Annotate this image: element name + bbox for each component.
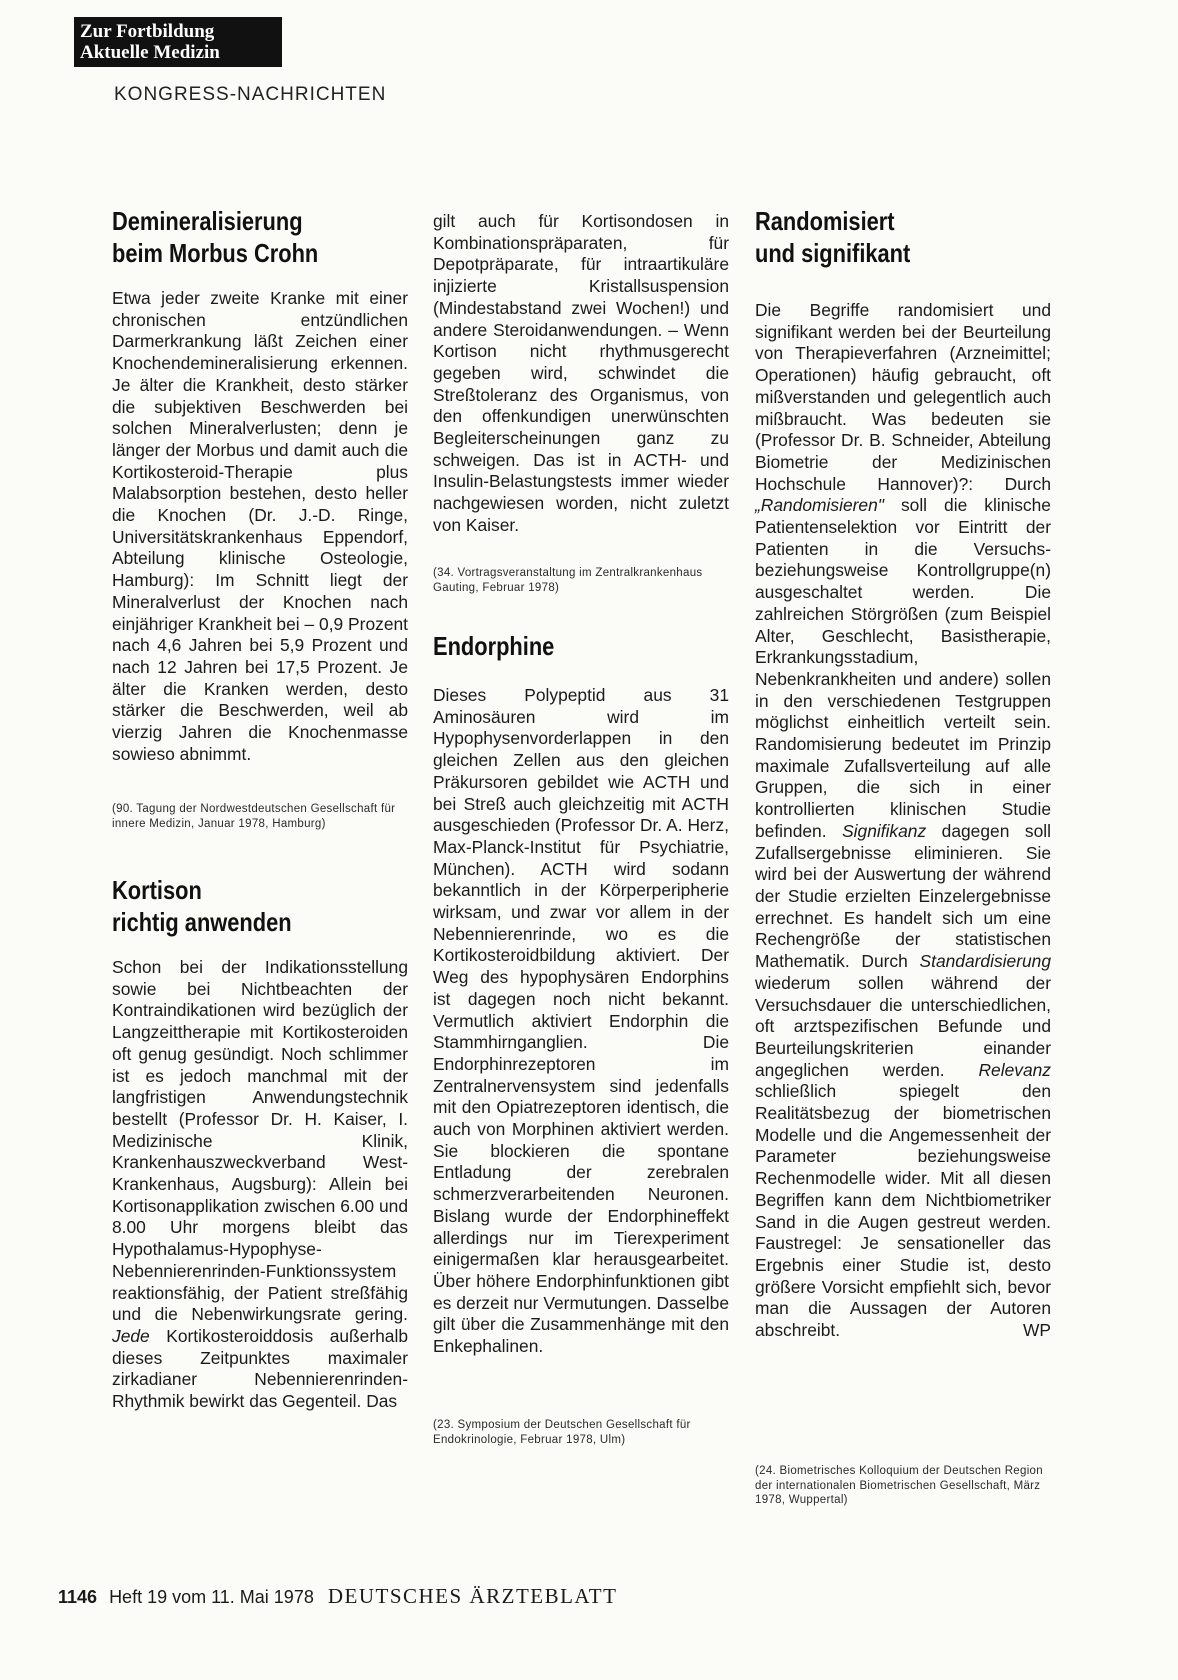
title-line: Demineralisierung (112, 206, 303, 236)
rubric-line-2: Aktuelle Medizin (80, 42, 220, 63)
article-body-randomisiert (755, 300, 1051, 1342)
page-number: 1146 (58, 1587, 98, 1607)
article-body-kortison (112, 957, 408, 1413)
article-title-randomisiert (755, 205, 910, 269)
rubric-line-1: Zur Fortbildung (80, 21, 215, 42)
rubric-badge (74, 17, 282, 67)
journal-name: DEUTSCHES ÄRZTEBLATT (327, 1584, 618, 1608)
title-line: Endorphine (433, 631, 555, 661)
body-emphasis: „Randomisieren" (755, 495, 884, 516)
article-source-endorphine: (23. Symposium der Deutschen Gesellschaft für Endokrinologie, Februar 1978, Ulm) (433, 1419, 691, 1446)
body-emphasis: Signifikanz (842, 820, 927, 841)
body-emphasis: Standardisierung (919, 951, 1051, 972)
article-source-randomisiert: (24. Biometrisches Kolloquium der Deutschen Region der internationalen Biometrischen Gesellschaft, März 1978, Wuppertal) (755, 1465, 1043, 1506)
body-text: Schon bei der Indikationsstellung sowie bei Nichtbeachten der Kontraindikationen wird bezüglich der Langzeittherapie mit Kortikosteroiden oft genug gesündigt. Noch schlimmer ist es jedoch manchmal mit der langfristigen Anwendungstechnik bestellt (Professor Dr. H. Kaiser, I. Medizinische Klinik, Krankenhauszweckverband West-Krankenhaus, Augsburg): Allein bei Kortisonapplikation zwischen 6.00 und 8.00 Uhr morgens bleibt das Hypothalamus-Hypophyse-Nebennierenrinden-Funktionssystem reaktionsfähig, der Patient streßfähig und die Nebenwirkungsrate gering. (112, 957, 408, 1325)
title-line: richtig anwenden (112, 907, 292, 937)
body-emphasis: Relevanz (978, 1059, 1051, 1080)
article-title-kortison (112, 874, 292, 938)
section-label: KONGRESS-NACHRICHTEN (114, 84, 387, 105)
article-source-kortison: (34. Vortragsveranstaltung im Zentralkrankenhaus Gauting, Februar 1978) (433, 567, 703, 594)
article-body-kortison-continued: gilt auch für Kortisondosen in Kombinationspräparaten, für Depotpräparate, für intraartikuläre injizierte Kristallsuspension (Mindestabstand zwei Wochen!) und andere Steroidanwendungen. – Wenn Kortison nicht rhythmusgerecht gegeben wird, schwindet die Streßtoleranz des Organismus, von den offenkundigen unerwünschten Begleiterscheinungen ganz zu schweigen. Das ist in ACTH- und Insulin-Belastungstests immer wieder nachgewiesen worden, nicht zuletzt von Kaiser. (433, 211, 729, 535)
body-text: schließlich spiegelt den Realitätsbezug der biometrischen Modelle und die Angemessenheit der Parameter beziehungsweise Rechenmodelle wider. Mit all diesen Begriffen kann dem Nichtbiometriker Sand in die Augen gestreut werden. Faustregel: Je sensationeller das Ergebnis einer Studie ist, desto größere Vorsicht empfiehlt sich, bevor man die Aussagen der Autoren abschreibt. (755, 1081, 1051, 1341)
body-text: dagegen soll Zufallsergebnisse eliminieren. Sie wird bei der Auswertung der während der Studie erzielten Einzelergebnisse errechnet. Es handelt sich um eine Rechengröße der statistischen Mathematik. Durch (755, 820, 1051, 972)
article-source-demineralisierung: (90. Tagung der Nordwestdeutschen Gesellschaft für innere Medizin, Januar 1978, Hamburg) (112, 803, 396, 830)
title-line: beim Morbus Crohn (112, 238, 319, 268)
issue-info: Heft 19 vom 11. Mai 1978 (109, 1587, 314, 1607)
author-signature: WP (1022, 1320, 1051, 1341)
title-line: Randomisiert (755, 206, 895, 236)
title-line: Kortison (112, 875, 202, 905)
body-text: soll die klinische Patientenselektion vor Eintritt der Patienten in die Versuchs- beziehungsweise Kontrollgruppe(n) ausgeschaltet werden. Die zahlreichen Störgrößen (zum Beispiel Alter, Geschlecht, Basistherapie, Erkrankungsstadium, Nebenkrankheiten und andere) sollen in den verschiedenen Testgruppen möglichst einheitlich verteilt sein. Randomisierung bedeutet im Prinzip maximale Zufallsverteilung auf alle Gruppen, die sich in einer kontrollierten klinischen Studie befinden. (755, 495, 1051, 841)
article-body-demineralisierung: Etwa jeder zweite Kranke mit einer chronischen entzündlichen Darmerkrankung läßt Zeichen einer Knochendemineralisierung erkennen. Je älter die Krankheit, desto stärker die subjektiven Beschwerden bei solchen Mineralverlusten; denn je länger der Morbus und damit auch die Kortikosteroid-Therapie plus Malabsorption bestehen, desto heller die Knochen (Dr. J.-D. Ringe, Universitätskrankenhaus Eppendorf, Abteilung klinische Osteologie, Hamburg): Im Schnitt liegt der Mineralverlust der Knochen nach einjähriger Krankheit bei – 0,9 Prozent nach 4,6 Jahren bei 5,9 Prozent und nach 12 Jahren bei 17,5 Prozent. Je älter die Kranken werden, desto stärker die Beschwerden, weil ab vierzig Jahren die Knochenmasse sowieso abnimmt. (112, 288, 408, 764)
article-body-endorphine: Dieses Polypeptid aus 31 Aminosäuren wird im Hypophysenvorderlappen in den gleichen Zellen aus den gleichen Präkursoren gebildet wie ACTH und bei Streß auch gleichzeitig mit ACTH ausgeschieden (Professor Dr. A. Herz, Max-Planck-Institut für Psychiatrie, München). ACTH wird sodann bekanntlich in der Körperperipherie wirksam, und zwar vor allem in der Nebennierenrinde, wo es die Kortikosteroidbildung aktiviert. Der Weg des hypophysären Endorphins ist dagegen noch nicht bekannt. Vermutlich aktiviert Endorphin die Stammhirnganglien. Die Endorphinrezeptoren im Zentralnervensystem sind jedenfalls mit den Opiatrezeptoren identisch, die auch von Morphinen aktiviert werden. Sie blockieren die spontane Entladung der zerebralen schmerzverarbeitenden Neuronen. Bislang wurde der Endorphineffekt allerdings nur im Tierexperiment einigermaßen klar herausgearbeitet. Über höhere Endorphinfunktionen gibt es derzeit nur Vermutungen. Dasselbe gilt über die Zusammenhänge mit den Enkephalinen. (433, 685, 729, 1357)
body-text: Die Begriffe randomisiert und signifikant werden bei der Beurteilung von Therapieverfahren (Arzneimittel; Operationen) häufig gebraucht, oft mißverstanden und gelegentlich auch mißbraucht. Was bedeuten sie (Professor Dr. B. Schneider, Abteilung Biometrie der Medizinischen Hochschule Hannover)?: Durch (755, 300, 1051, 494)
body-text: wiederum sollen während der Versuchsdauer die unterschiedlichen, oft arztspezifischen Befunde und Beurteilungskriterien einander angeglichen werden. (755, 972, 1051, 1080)
article-title-demineralisierung (112, 205, 318, 269)
body-text: Kortikosteroiddosis außerhalb dieses Zeitpunktes maximaler zirkadianer Nebennierenrinden-Rhythmik bewirkt das Gegenteil. Das (112, 1325, 408, 1412)
page-footer (58, 1584, 617, 1614)
title-line: und signifikant (755, 238, 911, 268)
article-title-endorphine (433, 630, 554, 662)
body-emphasis: Jede (112, 1325, 150, 1346)
